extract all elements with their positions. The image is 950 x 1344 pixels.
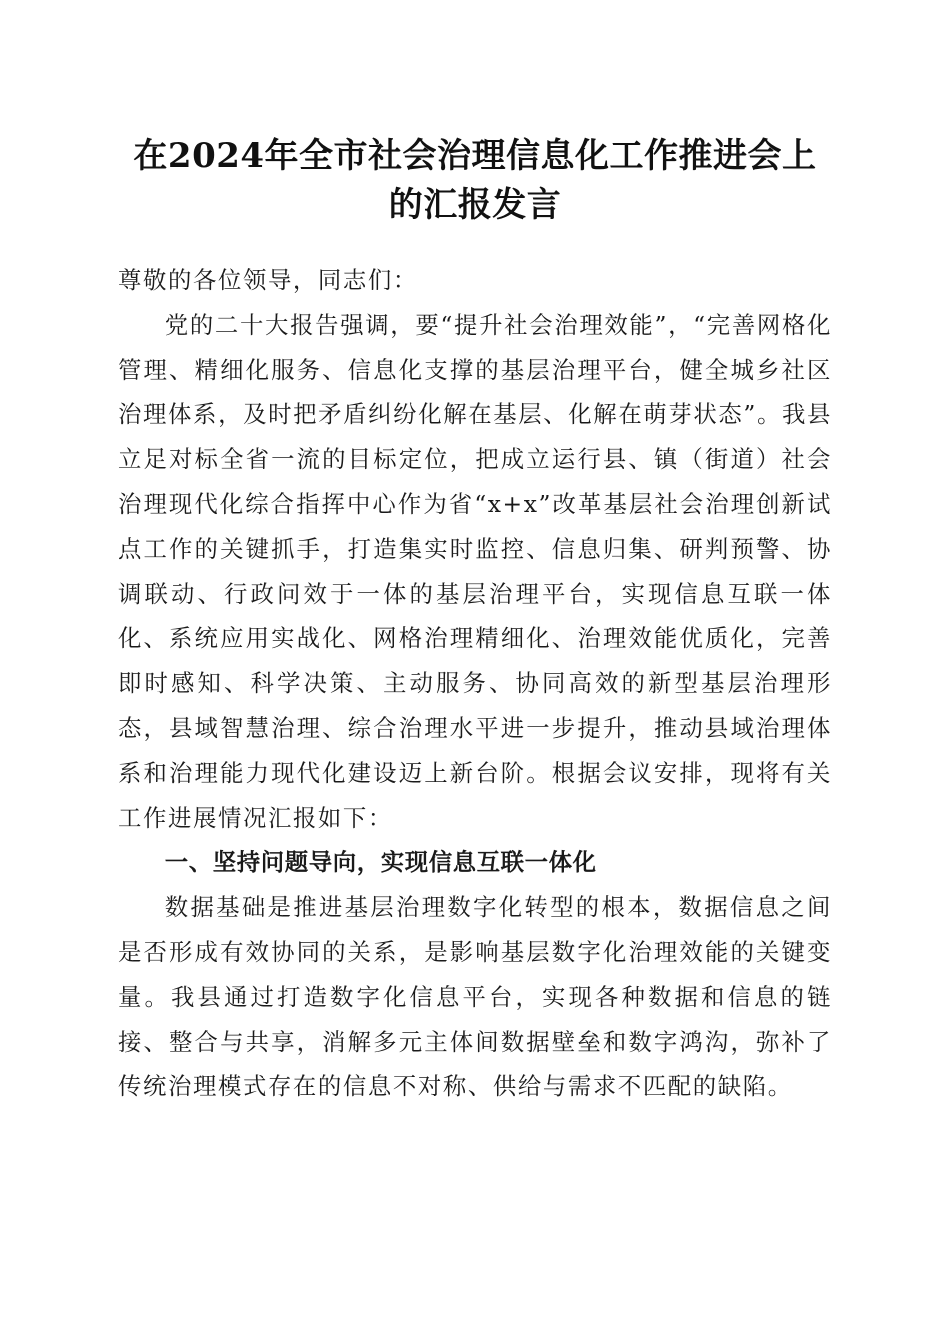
title-line-1: 在2024年全市社会治理信息化工作推进会上 [133, 136, 817, 176]
title-line-2: 的汇报发言 [388, 185, 562, 225]
section-heading-1: 一、坚持问题导向，实现信息互联一体化 [164, 848, 597, 877]
paragraph-section-1: 数据基础是推进基层治理数字化转型的根本，数据信息之间是否形成有效协同的关系，是影响基层数字化治理效能的关键变量。我县通过打造数字化信息平台，实现各种数据和信息的链接、整合与共享，消解多元主体间数据壁垒和数字鸿沟，弥补了传统治理模式存在的信息不对称、供给与需求不匹配的缺陷。 [118, 893, 832, 1101]
paragraph-intro: 党的二十大报告强调，要“提升社会治理效能”，“完善网格化管理、精细化服务、信息化支撑的基层治理平台，健全城乡社区治理体系，及时把矛盾纠纷化解在基层、化解在萌芽状态”。我县立足对标全省一流的目标定位，把成立运行县、镇（街道）社会治理现代化综合指挥中心作为省“x+x”改革基层社会治理创新试点工作的关键抓手，打造集实时监控、信息归集、研判预警、协调联动、行政问效于一体的基层治理平台，实现信息互联一体化、系统应用实战化、网格治理精细化、治理效能优质化，完善即时感知、科学决策、主动服务、协同高效的新型基层治理形态，县域智慧治理、综合治理水平进一步提升，推动县域治理体系和治理能力现代化建设迈上新台阶。根据会议安排，现将有关工作进展情况汇报如下： [118, 310, 832, 832]
document-body [118, 258, 832, 1109]
salutation: 尊敬的各位领导，同志们： [118, 266, 418, 294]
document-title [90, 132, 860, 230]
